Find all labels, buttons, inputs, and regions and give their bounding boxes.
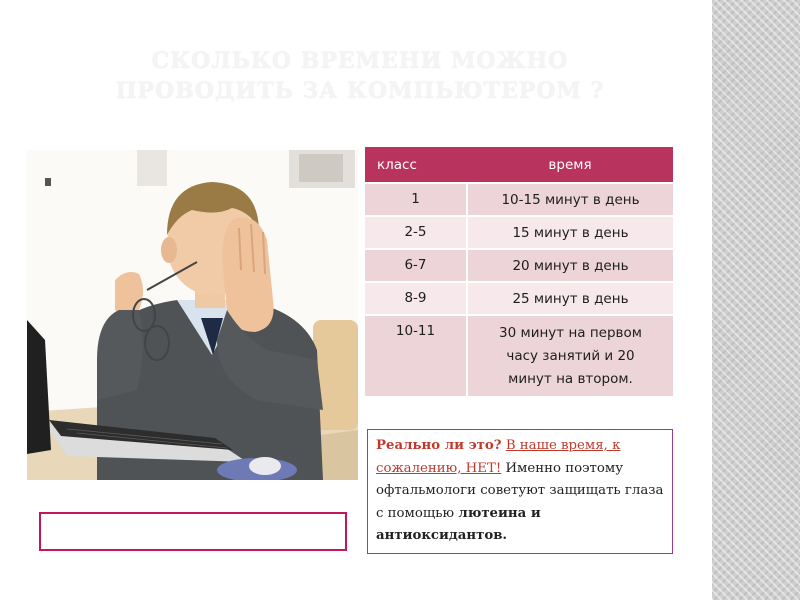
- caption-box: [39, 512, 347, 551]
- cell-time-line: 30 минут на первом: [499, 324, 642, 341]
- boy-at-computer-photo: [27, 150, 358, 480]
- note-box: [367, 429, 673, 554]
- note-bold-text: лютеина и антиоксидантов.: [376, 505, 541, 543]
- cell-grade: 6-7: [365, 249, 467, 282]
- cell-time: 20 минут в день: [467, 249, 673, 282]
- time-limits-table: [365, 147, 673, 396]
- note-text: Именно поэтому офтальмологи советуют защищать глаза с помощью: [376, 460, 664, 521]
- cell-grade: 10-11: [365, 315, 467, 396]
- slide-title: [60, 46, 660, 106]
- cell-time-line: минут на втором.: [508, 370, 633, 387]
- table-row: [365, 183, 673, 216]
- title-line-1: СКОЛЬКО ВРЕМЕНИ МОЖНО: [151, 48, 569, 74]
- note-answer: В наше время, к сожалению, НЕТ!: [376, 438, 621, 476]
- decorative-side-stripe: [712, 0, 800, 600]
- column-header-time: время: [467, 147, 673, 183]
- cell-time: 25 минут в день: [467, 282, 673, 315]
- cell-time: [467, 315, 673, 396]
- cell-grade: 2-5: [365, 216, 467, 249]
- table-row: [365, 282, 673, 315]
- table-header-row: [365, 147, 673, 183]
- cell-grade: 1: [365, 183, 467, 216]
- cell-time: 10-15 минут в день: [467, 183, 673, 216]
- cell-grade: 8-9: [365, 282, 467, 315]
- note-question: Реально ли это?: [376, 438, 502, 453]
- cell-time-line: часу занятий и 20: [506, 347, 635, 364]
- table-row: [365, 315, 673, 396]
- cell-time: 15 минут в день: [467, 216, 673, 249]
- column-header-grade: класс: [365, 147, 467, 183]
- table-row: [365, 216, 673, 249]
- title-line-2: ПРОВОДИТЬ ЗА КОМПЬЮТЕРОМ ?: [115, 78, 605, 104]
- table-row: [365, 249, 673, 282]
